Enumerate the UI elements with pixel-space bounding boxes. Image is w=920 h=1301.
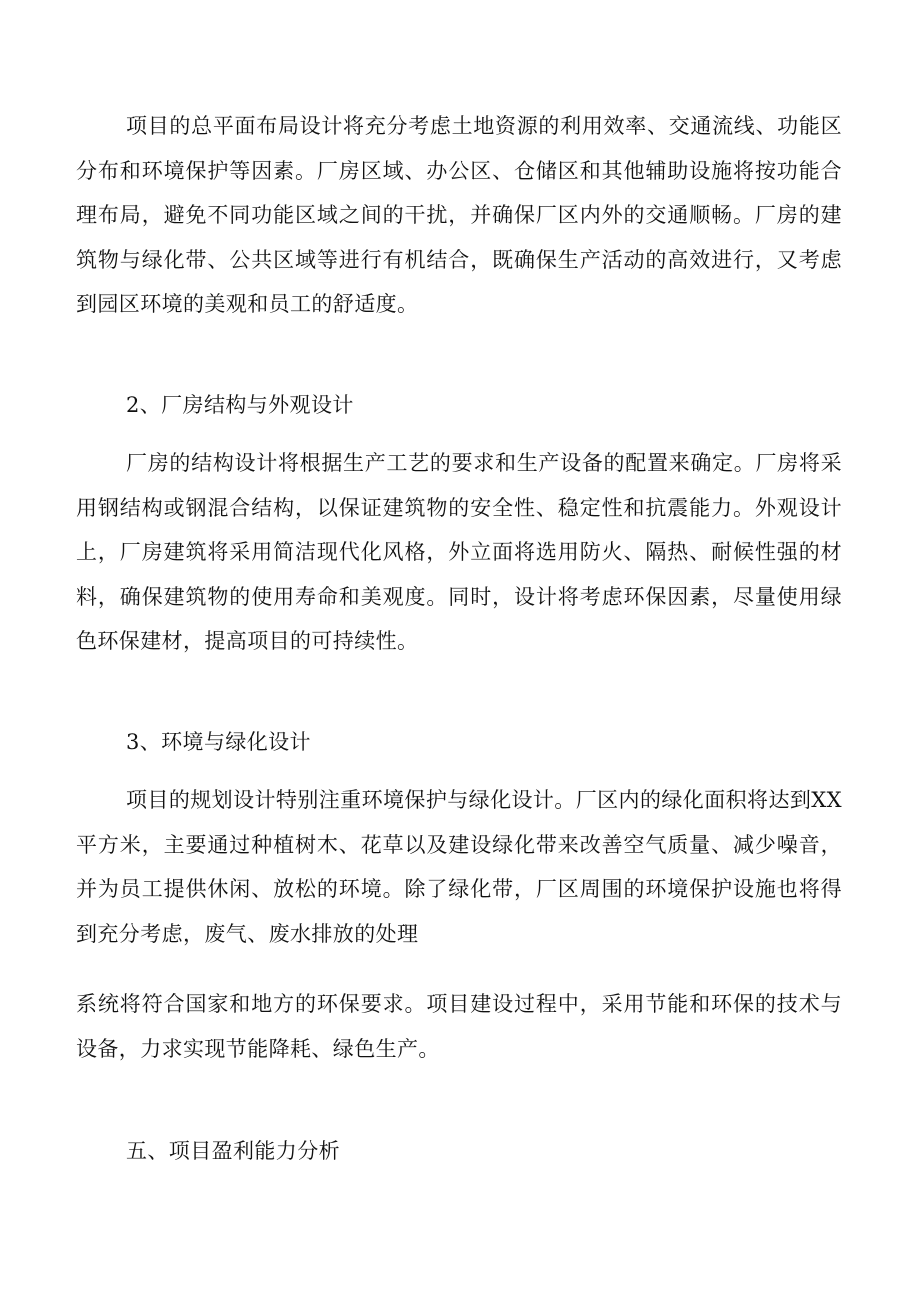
paragraph-environment-design: 项目的规划设计特别注重环境保护与绿化设计。厂区内的绿化面积将达到XX平方米，主要通过种植树木、花草以及建设绿化带来改善空气质量、减少噪音，并为员工提供休闲、放松的环境。除了绿化带，厂区周围的环境保护设施也将得到充分考虑，废气、废水排放的处理	[76, 788, 842, 946]
paragraph-structure-design: 厂房的结构设计将根据生产工艺的要求和生产设备的配置来确定。厂房将采用钢结构或钢混合结构，以保证建筑物的安全性、稳定性和抗震能力。外观设计上，厂房建筑将采用简洁现代化风格，外立面将选用防火、隔热、耐候性强的材料，确保建筑物的使用寿命和美观度。同时，设计将考虑环保因素，尽量使用绿色环保建材，提高项目的可持续性。	[76, 451, 842, 653]
paragraph-environment-continued: 系统将符合国家和地方的环保要求。项目建设过程中，采用节能和环保的技术与设备，力求实现节能降耗、绿色生产。	[76, 992, 842, 1061]
chapter-heading-profitability: 五、项目盈利能力分析	[126, 1139, 340, 1163]
section-heading-structure-design: 2、厂房结构与外观设计	[126, 393, 354, 417]
paragraph-layout-planning: 项目的总平面布局设计将充分考虑土地资源的利用效率、交通流线、功能区分布和环境保护等因素。厂房区域、办公区、仓储区和其他辅助设施将按功能合理布局，避免不同功能区域之间的干扰，并确保厂区内外的交通顺畅。厂房的建筑物与绿化带、公共区域等进行有机结合，既确保生产活动的高效进行，又考虑到园区环境的美观和员工的舒适度。	[76, 114, 842, 316]
section-heading-environment-design: 3、环境与绿化设计	[126, 730, 311, 754]
